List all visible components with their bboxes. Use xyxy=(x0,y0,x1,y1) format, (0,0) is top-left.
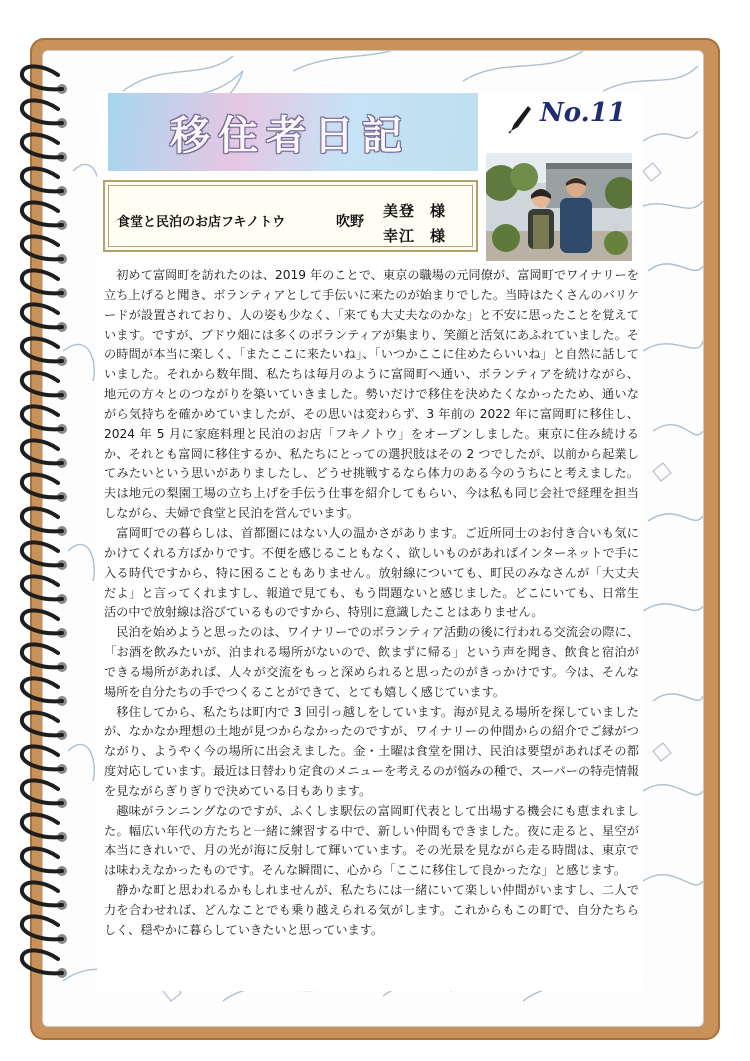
binding-ring xyxy=(22,134,62,157)
binding-ring xyxy=(22,848,62,871)
article-body xyxy=(104,266,639,941)
issue-number: No.11 xyxy=(540,98,626,128)
binding-ring xyxy=(22,372,62,395)
shop-name: 食堂と民泊のお店フキノトウ xyxy=(117,215,286,230)
given-name-husband: 美登 xyxy=(383,202,416,220)
binding-ring xyxy=(22,678,62,701)
article-paragraph: 移住してから、私たちは町内で 3 回引っ越しをしています。海が見える場所を探していましたが、なかなか理想の土地が見つからなかったのですが、ワイナリーの仲間からの紹介でご縁がつながり、ようやく今の場所に出会えました。金・土曜は食堂を開け、民泊は要望があればその都度対応しています。最近は日替わり定食のメニューを考えるのが悩みの種で、スーパーの特売情報を見ながらぎりぎりで決めている日もあります。 xyxy=(104,704,639,798)
binding-ring xyxy=(22,202,62,225)
binding-ring xyxy=(22,236,62,259)
binding-ring xyxy=(22,338,62,361)
binding-ring xyxy=(22,746,62,769)
binding-ring xyxy=(22,780,62,803)
page-title: 移住者日記 xyxy=(170,112,410,159)
binding-ring xyxy=(22,100,62,123)
surname: 吹野 xyxy=(336,214,364,230)
spiral-binding-icon xyxy=(0,0,80,1061)
binding-ring xyxy=(22,474,62,497)
photo-illustration xyxy=(486,153,632,261)
given-name-wife: 幸江 xyxy=(383,227,416,245)
binding-ring xyxy=(22,610,62,633)
binding-ring xyxy=(22,712,62,735)
binding-ring xyxy=(22,542,62,565)
article-paragraph: 趣味がランニングなのですが、ふくしま駅伝の富岡町代表として出場する機会にも恵まれました。幅広い年代の方たちと一緒に練習する中で、新しい仲間もできました。夜に走ると、星空が本当にきれいで、月の光が海に反射して輝いています。その光景を見ながら走る時間は、東京では味わえなかったものです。そんな瞬間に、心から「ここに移住して良かったな」と感じます。 xyxy=(104,803,639,878)
binding-ring xyxy=(22,304,62,327)
binding-ring xyxy=(22,644,62,667)
binding-ring xyxy=(22,508,62,531)
binding-ring xyxy=(22,440,62,463)
couple-photo xyxy=(486,153,632,261)
binding-ring xyxy=(22,950,62,973)
binding-ring xyxy=(22,406,62,429)
binding-ring xyxy=(22,916,62,939)
article-paragraph: 初めて富岡町を訪れたのは、2019 年のことで、東京の職場の元同僚が、富岡町でワイナリーを立ち上げると聞き、ボランティアとして手伝いに来たのが始まりでした。当時はたくさんのバリケードが設置されており、人の姿も少なく、「来ても大丈夫なのかな」と不安に思ったことを覚えています。ですが、ブドウ畑には多くのボランティアが集まり、笑顔と活気にあふれていました。その時間が本当に楽しく、「またここに来たいね」、「いつかここに住めたらいいね」と自然に話していました。それから数年間、私たちは毎月のように富岡町へ通い、ボランティアを続けながら、地元の方々とのつながりを築いていきました。勢いだけで移住を決めたくなかったため、通いながら気持ちを確かめていましたが、その思いは変わらず、3 年前の 2022 年に富岡町に移住し、2024 年 5 月に家庭料理と民泊のお店「フキノトウ」をオープンしました。東京に住み続けるか、それとも富岡に移住するか、私たちにとっての選択肢はその 2 つでしたが、以前から起業してみたいという思いがありましたし、どうせ挑戦するなら体力のある今のうちにと考えました。夫は地元の梨園工場の立ち上げを手伝う仕事を紹介してもらい、今は私も同じ会社で経理を担当しながら、夫婦で食堂と民泊を営んでいます。 xyxy=(104,268,639,521)
binding-ring xyxy=(22,270,62,293)
article-paragraph: 静かな町と思われるかもしれませんが、私たちには一緒にいて楽しい仲間がいますし、二人で力を合わせれば、どんなことでも乗り越えられる気がします。これからもこの町で、自分たちらしく、穏やかに暮らしていきたいと思っています。 xyxy=(104,883,639,937)
binding-ring xyxy=(22,576,62,599)
pen-icon xyxy=(506,104,532,134)
article-paragraph: 民泊を始めようと思ったのは、ワイナリーでのボランティア活動の後に行われる交流会の際に、「お酒を飲みたいが、泊まれる場所がないので、飲まずに帰る」という声を聞き、飲食と宿泊ができる場所があれば、人々が交流をもっと深められると思ったのがきっかけです。今は、そんな場所を自分たちの手でつくることができて、とても嬉しく感じています。 xyxy=(104,625,639,699)
honorific: 様 xyxy=(430,227,446,245)
binding-ring xyxy=(22,66,62,89)
binding-ring xyxy=(22,882,62,905)
honorific: 様 xyxy=(430,202,446,220)
binding-ring xyxy=(22,168,62,191)
binding-ring xyxy=(22,814,62,837)
article-paragraph: 富岡町での暮らしは、首都圏にはない人の温かさがあります。ご近所同士のお付き合いも気にかけてくれる方ばかりです。不便を感じることもなく、欲しいものがあればインターネットで手に入る時代ですから、特に困ることもありません。放射線についても、町民のみなさんが「大丈夫だよ」と言ってくれますし、報道で見ても、もう問題ないと感じました。どこにいても、日常生活の中で放射線は浴びているものですから、特別に意識したことはありません。 xyxy=(104,525,639,620)
